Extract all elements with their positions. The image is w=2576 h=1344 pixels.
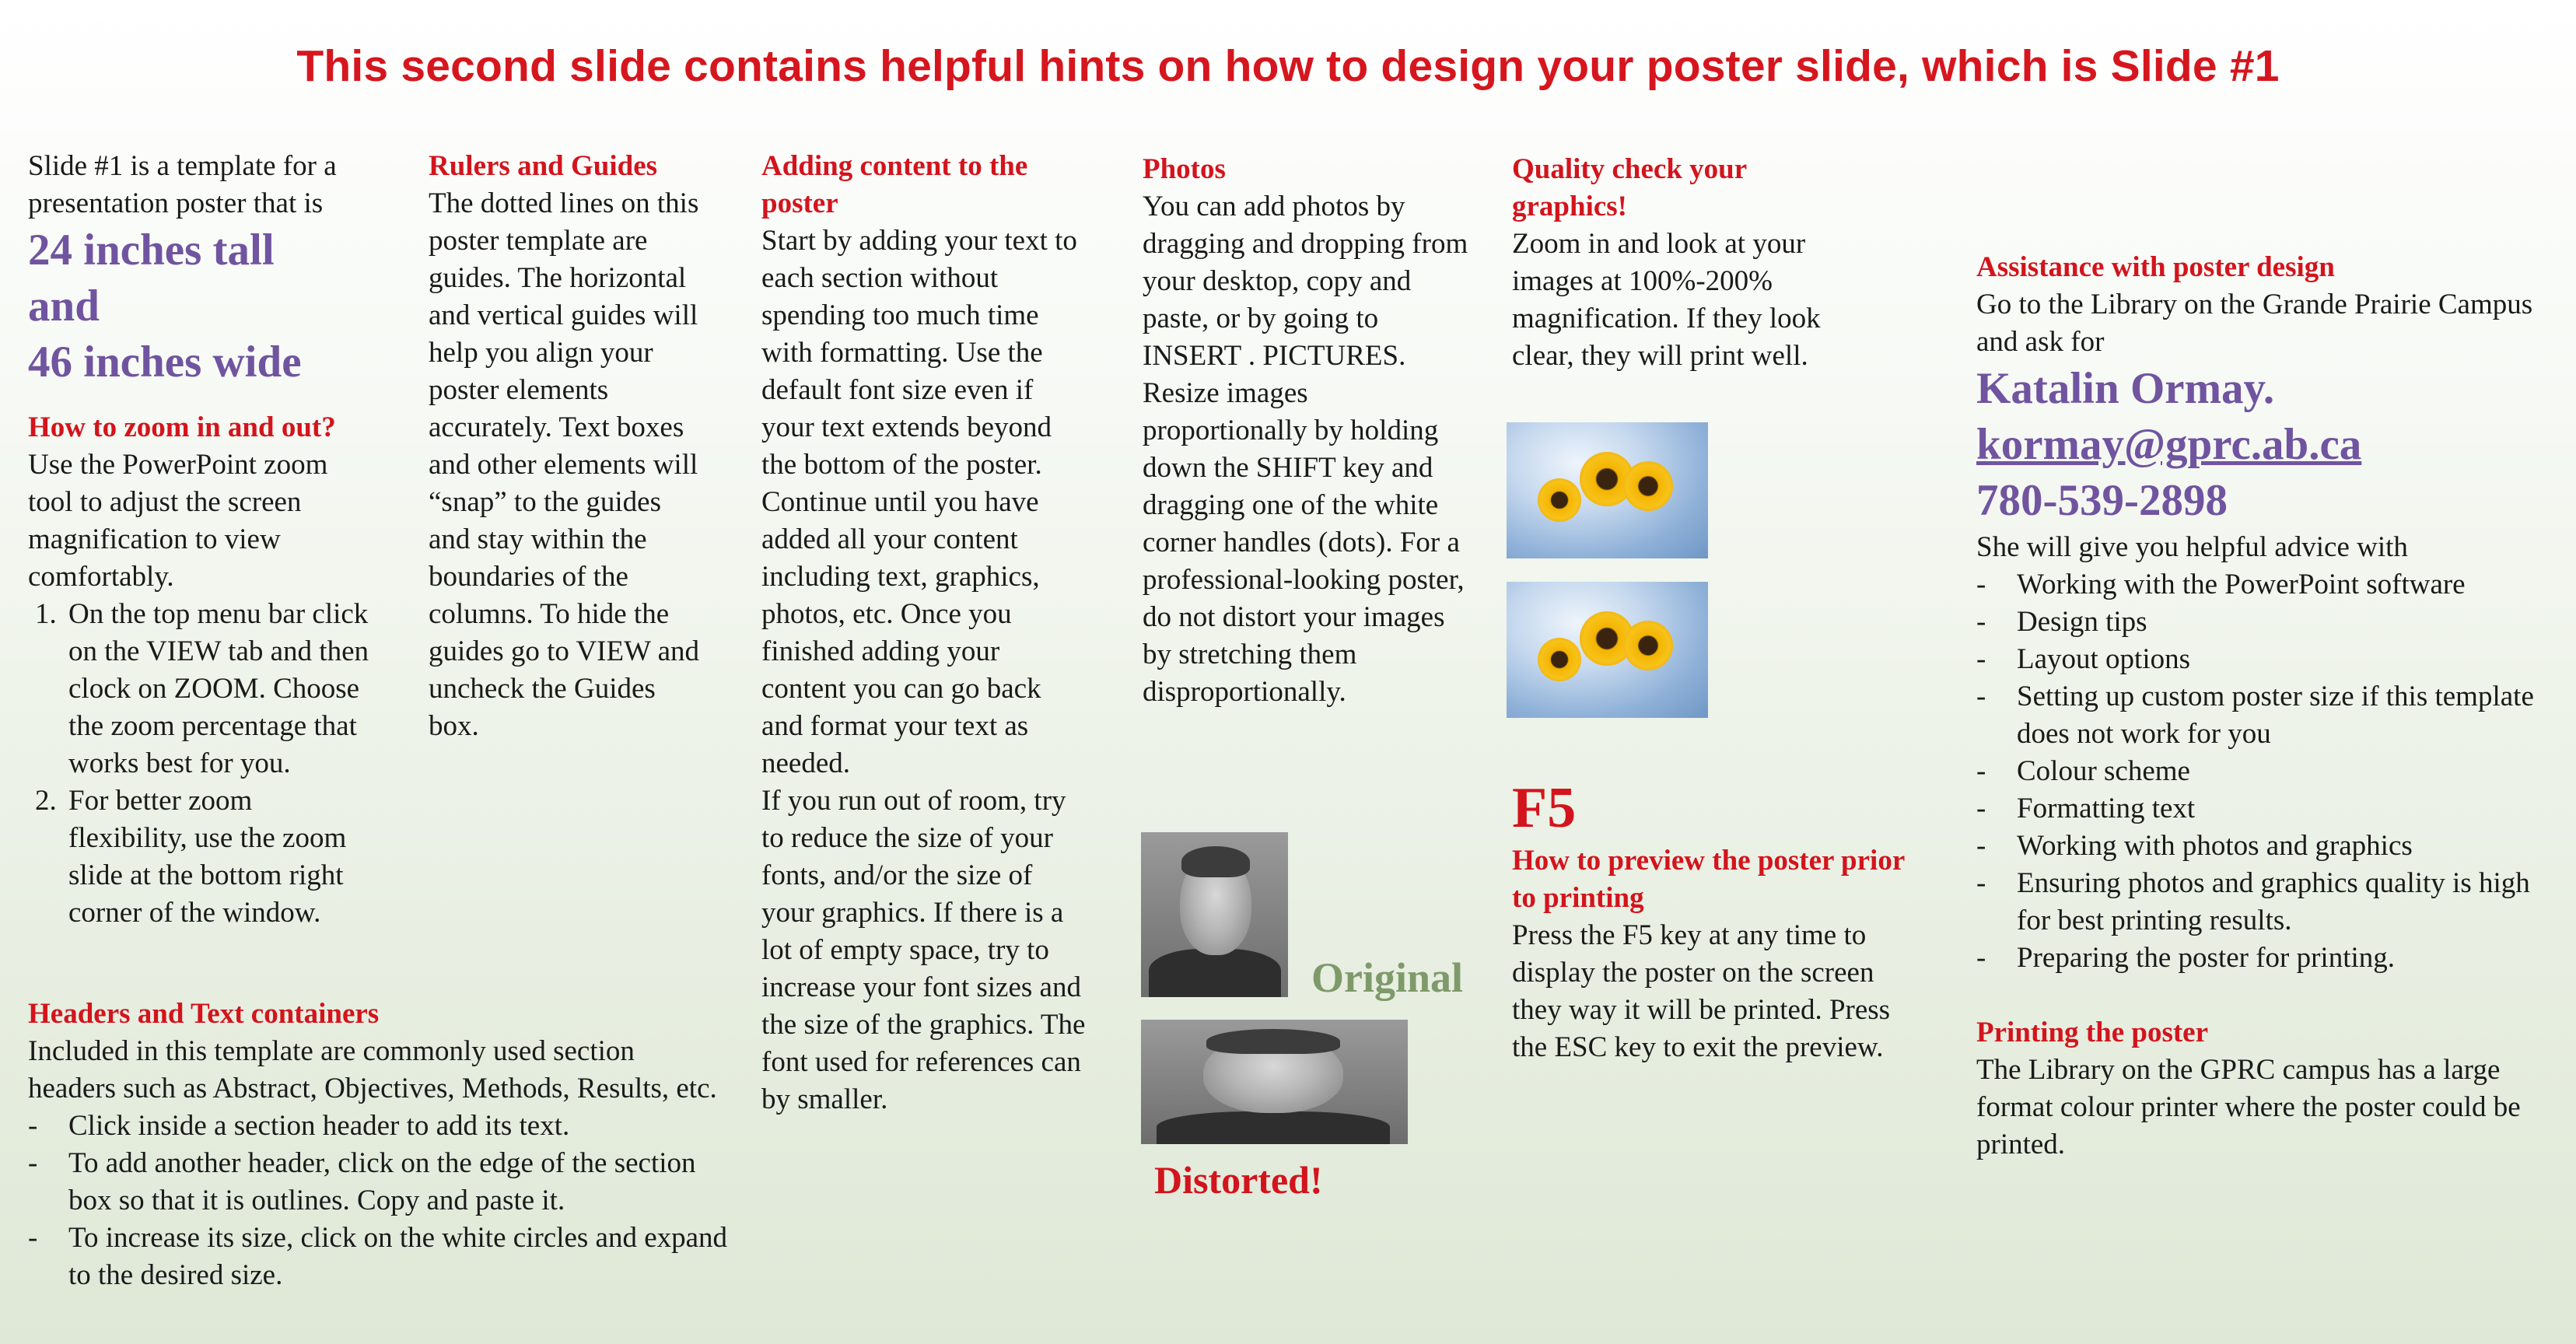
zoom-heading: How to zoom in and out? bbox=[28, 411, 336, 443]
preview-heading: How to preview the poster prior to printing bbox=[1512, 845, 1905, 914]
contact-phone: 780-539-2898 bbox=[1976, 476, 2228, 525]
size-wide: 46 inches wide bbox=[28, 338, 302, 387]
assist-text: Go to the Library on the Grande Prairie Campus and ask for bbox=[1976, 289, 2533, 358]
size-and: and bbox=[28, 282, 100, 331]
column-intro bbox=[28, 148, 370, 932]
f5-label: F5 bbox=[1512, 776, 1577, 840]
headers-list bbox=[28, 1108, 728, 1294]
headers-item: - To add another header, click on the edge of the section box so that it is outlines. Copy and paste it. bbox=[28, 1145, 728, 1220]
adding-heading: Adding content to the poster bbox=[761, 150, 1028, 219]
size-tall: 24 inches tall bbox=[28, 226, 275, 275]
advice-list bbox=[1976, 566, 2536, 977]
column-assistance bbox=[1976, 249, 2536, 1164]
column-rulers-guides bbox=[429, 148, 709, 745]
advice-item: - Setting up custom poster size if this template does not work for you bbox=[1976, 678, 2536, 753]
advice-item: - Working with photos and graphics bbox=[1976, 828, 2536, 865]
original-label: Original bbox=[1311, 954, 1464, 1001]
advice-item: - Preparing the poster for printing. bbox=[1976, 940, 2536, 977]
advice-item: - Design tips bbox=[1976, 604, 2536, 641]
zoom-step: 1. On the top menu bar click on the VIEW tab and then clock on ZOOM. Choose the zoom percentage that works best for you. bbox=[64, 596, 370, 782]
slide-title: This second slide contains helpful hints on how to design your poster slide, which is Slide #1 bbox=[296, 41, 2280, 91]
column-adding-content bbox=[761, 148, 1088, 1118]
adding-text-1: Start by adding your text to each section without spending too much time with formatting. Use the default font size even if your text extends beyond the bottom of the poster. Continue until you have added all your content including text, graphics, photos, etc. Once you finished adding your content you can go back and format your text as needed. bbox=[761, 225, 1077, 779]
quality-heading: Quality check your graphics! bbox=[1512, 153, 1747, 222]
assist-heading: Assistance with poster design bbox=[1976, 251, 2335, 283]
advice-item: - Working with the PowerPoint software bbox=[1976, 566, 2536, 604]
headers-item: - To increase its size, click on the white circles and expand to the desired size. bbox=[28, 1220, 728, 1294]
quality-text: Zoom in and look at your images at 100%-200% magnification. If they look clear, they will print well. bbox=[1512, 228, 1821, 372]
preview-section bbox=[1512, 774, 1924, 1066]
advice-intro: She will give you helpful advice with bbox=[1976, 531, 2408, 563]
contact-name: Katalin Ormay. bbox=[1976, 364, 2275, 413]
print-text: The Library on the GPRC campus has a large format colour printer where the poster could be printed. bbox=[1976, 1054, 2521, 1160]
original-portrait-image bbox=[1141, 832, 1288, 997]
zoom-steps bbox=[28, 596, 370, 932]
sunflower-image-distorted bbox=[1507, 582, 1708, 718]
column-quality bbox=[1512, 151, 1854, 375]
advice-item: - Ensuring photos and graphics quality is high for best printing results. bbox=[1976, 865, 2536, 940]
photos-heading: Photos bbox=[1143, 153, 1226, 185]
adding-text-2: If you run out of room, try to reduce the size of your fonts, and/or the size of your graphics. If there is a lot of empty space, try to increase your font sizes and the size of the graphics. The font used for references can by smaller. bbox=[761, 785, 1086, 1115]
zoom-step: 2. For better zoom flexibility, use the zoom slide at the bottom right corner of the window. bbox=[64, 782, 370, 932]
advice-item: - Layout options bbox=[1976, 641, 2536, 678]
headers-text: Included in this template are commonly used section headers such as Abstract, Objectives, Methods, Results, etc. bbox=[28, 1035, 717, 1104]
print-heading: Printing the poster bbox=[1976, 1017, 2209, 1048]
contact-email-link[interactable]: kormay@gprc.ab.ca bbox=[1976, 420, 2362, 469]
column-photos bbox=[1143, 151, 1477, 711]
preview-text: Press the F5 key at any time to display the poster on the screen they way it will be printed. Press the ESC key to exit the preview. bbox=[1512, 919, 1891, 1063]
photos-text: You can add photos by dragging and dropping from your desktop, copy and paste, or by going to INSERT . PICTURES. Resize images proportionally by holding down the SHIFT key and dragging one of the white corner handles (dots). For a professional-looking poster, do not distort your images by stretching them disproportionally. bbox=[1143, 191, 1468, 708]
headers-heading: Headers and Text containers bbox=[28, 998, 380, 1030]
rulers-heading: Rulers and Guides bbox=[429, 150, 658, 182]
intro-text: Slide #1 is a template for a presentation poster that is bbox=[28, 150, 337, 219]
rulers-text: The dotted lines on this poster template are guides. The horizontal and vertical guides will help you align your poster elements accurately. Text boxes and other elements will “snap” to the guides and stay within the boundaries of the columns. To hide the guides go to VIEW and uncheck the Guides box. bbox=[429, 187, 700, 742]
distorted-label: Distorted! bbox=[1154, 1158, 1323, 1202]
headers-item: - Click inside a section header to add its text. bbox=[28, 1108, 728, 1145]
zoom-text: Use the PowerPoint zoom tool to adjust the screen magnification to view comfortably. bbox=[28, 449, 328, 593]
section-headers-info bbox=[28, 996, 728, 1294]
distorted-portrait-image bbox=[1141, 1020, 1408, 1144]
advice-item: - Formatting text bbox=[1976, 790, 2536, 828]
advice-item: - Colour scheme bbox=[1976, 753, 2536, 790]
sunflower-image-proportional bbox=[1507, 422, 1708, 558]
